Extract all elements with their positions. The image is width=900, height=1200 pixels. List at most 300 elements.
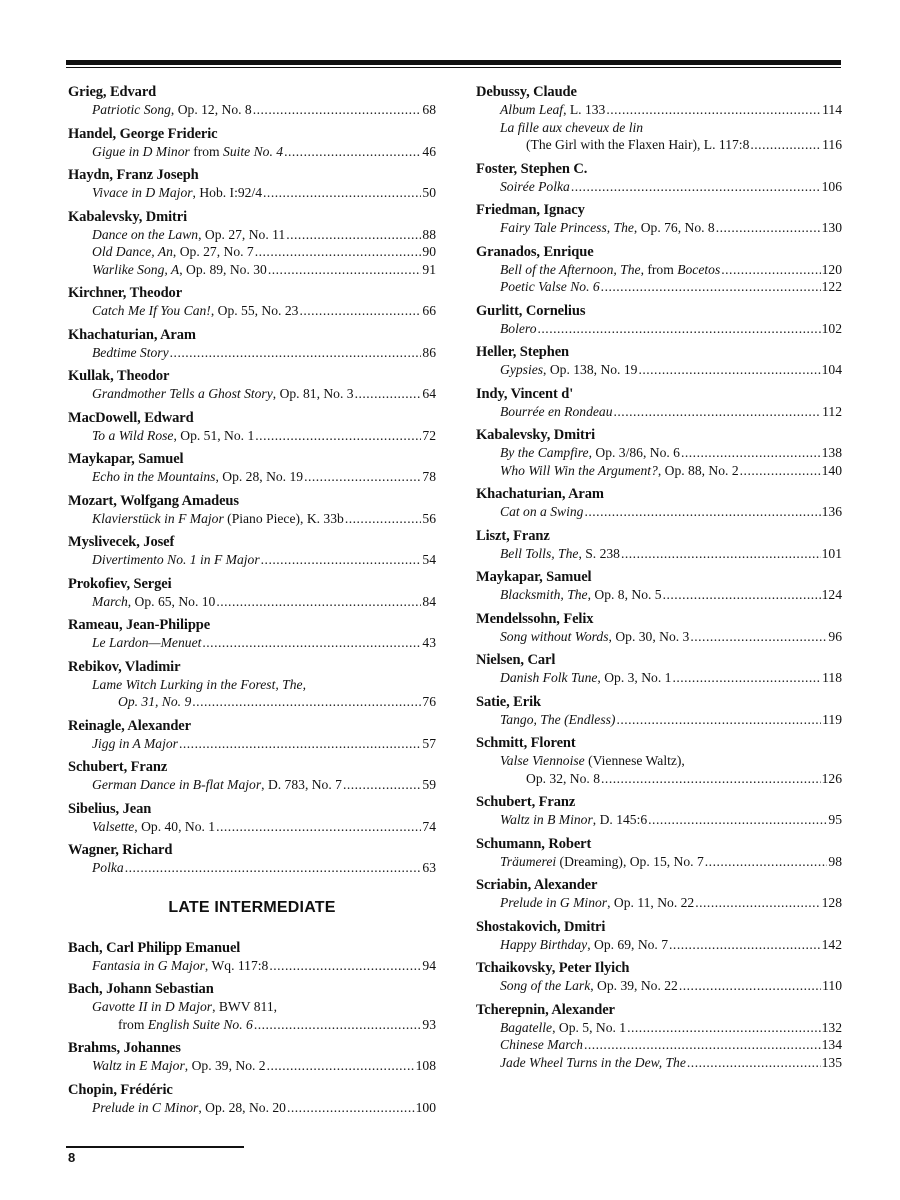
work-title: Träumerei: [500, 853, 557, 869]
page-ref: 88: [422, 226, 436, 242]
composer-name: Kabalevsky, Dmitri: [476, 427, 596, 443]
work-text: [500, 853, 704, 871]
work-title: Warlike Song, A: [92, 261, 180, 277]
work-title: Vivace in D Major: [92, 185, 193, 200]
work-title: Danish Folk Tune: [500, 670, 598, 685]
dot-leader: [638, 361, 820, 379]
work-text: [92, 776, 342, 794]
work-entry: [68, 676, 436, 694]
work-entry: [476, 320, 842, 338]
composer-name: Khachaturian, Aram: [476, 486, 604, 502]
page-ref: 91: [422, 261, 436, 277]
page-ref: 68: [422, 102, 436, 117]
composer-entry: [68, 841, 436, 877]
work-entry: [68, 226, 436, 244]
work-text: [500, 711, 615, 729]
composer-entry: [68, 166, 436, 202]
work-detail: , Hob. I:92/4: [192, 185, 263, 200]
work-entry-continued: [68, 1016, 436, 1034]
dot-leader: [170, 344, 422, 362]
left-composer-list: [68, 83, 436, 877]
section-heading: LATE INTERMEDIATE: [168, 898, 336, 916]
dot-leader: [740, 462, 821, 480]
work-text: [500, 1019, 626, 1037]
dot-leader: [287, 1099, 415, 1117]
work-detail: , Op. 65, No. 10: [127, 593, 216, 609]
left-column: [68, 83, 436, 1122]
work-title: German Dance in B-flat Major: [92, 777, 262, 792]
work-title: March: [92, 593, 128, 609]
work-entry: [68, 859, 436, 877]
work-detail: (Viennese Waltz),: [584, 753, 685, 768]
page-ref: 114: [822, 102, 842, 117]
work-entry: [476, 278, 842, 296]
composer-name: Kullak, Theodor: [68, 368, 170, 384]
dot-leader: [705, 853, 828, 871]
work-title: Old Dance, An: [92, 244, 173, 259]
composer-name: Debussy, Claude: [476, 84, 577, 100]
composer-name: Kirchner, Theodor: [68, 285, 183, 301]
page-ref: 130: [821, 220, 842, 235]
work-detail: , L. 133: [563, 102, 606, 117]
work-detail: , Op. 39, No. 2: [184, 1058, 266, 1073]
composer-entry: [68, 1081, 436, 1117]
composer-entry: [68, 939, 436, 975]
work-detail: , Op. 27, No. 7: [172, 244, 254, 259]
dot-leader: [681, 444, 821, 462]
dot-leader: [269, 957, 421, 975]
page-ref: 74: [422, 818, 436, 834]
composer-name: Bach, Carl Philipp Emanuel: [68, 939, 241, 956]
composer-name: Maykapar, Samuel: [476, 569, 592, 585]
work-text: [92, 1099, 286, 1117]
dot-leader: [679, 977, 821, 995]
work-text: [92, 510, 344, 528]
page-ref: 63: [422, 860, 436, 875]
work-text: [500, 320, 537, 338]
work-entry: [476, 586, 842, 604]
composer-entry: [476, 385, 842, 421]
page-ref: 132: [821, 1019, 842, 1035]
work-text: [92, 735, 178, 753]
work-detail: , BWV 811,: [212, 999, 278, 1014]
bottom-rule: [66, 1146, 244, 1148]
page-ref: 98: [828, 853, 842, 869]
work-continued-text: [118, 1016, 253, 1034]
work-entry: [68, 261, 436, 279]
work-entry: [68, 551, 436, 569]
work-title: Song of the Lark: [500, 978, 591, 993]
work-entry: [476, 503, 842, 521]
page-ref: 46: [422, 143, 436, 159]
work-text: [92, 385, 354, 403]
composer-entry: [476, 651, 842, 687]
composer-entry: [68, 409, 436, 445]
dot-leader: [179, 735, 421, 753]
dot-leader: [669, 936, 821, 954]
dot-leader: [253, 101, 422, 119]
composer-entry: [68, 533, 436, 569]
page-ref: 72: [422, 427, 436, 443]
dot-leader: [216, 818, 421, 836]
page-ref: 106: [821, 178, 842, 194]
dot-leader: [261, 551, 422, 569]
work-title: Gigue in D Minor: [92, 143, 190, 159]
work-text: [92, 859, 124, 877]
work-title: Happy Birthday: [500, 936, 588, 952]
work-text: [92, 243, 254, 261]
work-title: La fille aux cheveux de lin: [500, 119, 644, 135]
composer-entry: [68, 492, 436, 528]
work-title: Soirée Polka: [500, 178, 570, 194]
right-composer-list: [476, 83, 842, 1071]
composer-entry: [68, 83, 436, 119]
work-entry: [476, 752, 842, 770]
work-title: Bolero: [500, 320, 537, 336]
dot-leader: [202, 634, 421, 652]
work-detail: , Op. 3/86, No. 6: [588, 445, 680, 460]
work-cont-detail: (The Girl with the Flaxen Hair), L. 117:8: [526, 137, 750, 152]
work-entry: [68, 302, 436, 320]
work-text: [500, 261, 720, 279]
page-ref: 57: [422, 735, 436, 751]
composer-name: Schubert, Franz: [68, 759, 168, 775]
composer-entry: [68, 125, 436, 161]
composer-entry: [68, 208, 436, 279]
work-entry: [476, 811, 842, 829]
composer-entry: [68, 616, 436, 652]
work-text: [92, 551, 260, 569]
page-ref: 126: [821, 770, 842, 786]
work-title-2: Suite No. 4: [223, 143, 284, 159]
work-detail: , Op. 89, No. 30: [179, 261, 267, 277]
work-title: Jade Wheel Turns in the Dew, The: [500, 1054, 686, 1070]
composer-name: Myslivecek, Josef: [68, 534, 175, 550]
work-entry: [68, 101, 436, 119]
composer-entry: [68, 658, 436, 711]
work-title: Valse Viennoise: [500, 753, 585, 768]
dot-leader: [606, 101, 821, 119]
work-detail: , Op. 28, No. 19: [215, 469, 304, 484]
work-title: By the Campfire: [500, 445, 589, 460]
dot-leader: [672, 669, 821, 687]
top-rule: [66, 60, 841, 65]
work-title: Divertimento No. 1 in F Major: [92, 552, 260, 567]
work-entry-continued: [68, 693, 436, 711]
work-detail: , S. 238: [578, 545, 620, 561]
dot-leader: [284, 143, 421, 161]
page-ref: 93: [422, 1016, 436, 1032]
page-ref: 116: [822, 137, 842, 152]
work-continued-text: [526, 136, 749, 154]
composer-entry: [476, 83, 842, 154]
work-text: [92, 261, 267, 279]
composer-name: Tchaikovsky, Peter Ilyich: [476, 960, 630, 976]
work-title-2: Bocetos: [677, 261, 721, 277]
work-title: Lame Witch Lurking in the Forest, The,: [92, 676, 306, 692]
composer-name: Schumann, Robert: [476, 835, 592, 852]
work-text: [500, 545, 620, 563]
work-entry: [68, 344, 436, 362]
composer-name: Mozart, Wolfgang Amadeus: [68, 492, 239, 509]
composer-entry: [476, 243, 842, 296]
work-text: [500, 403, 613, 421]
page-ref: 110: [822, 978, 842, 993]
composer-name: Nielsen, Carl: [476, 652, 556, 668]
work-cont-title: Op. 31, No. 9: [118, 694, 192, 709]
work-title: Polka: [92, 860, 124, 875]
work-entry: [68, 427, 436, 445]
work-detail: from: [189, 143, 224, 159]
work-detail: (Dreaming), Op. 15, No. 7: [556, 853, 704, 869]
composer-name: Maykapar, Samuel: [68, 451, 184, 467]
work-detail: , Op. 3, No. 1: [597, 670, 672, 685]
dot-leader: [750, 136, 821, 154]
work-detail: , Op. 8, No. 5: [587, 587, 662, 602]
composer-name: Tcherepnin, Alexander: [476, 1001, 615, 1018]
work-text: [92, 1057, 266, 1075]
composer-entry: [476, 201, 842, 237]
page-ref: 102: [821, 320, 842, 336]
work-title: Grandmother Tells a Ghost Story: [92, 386, 273, 401]
composer-entry: [68, 326, 436, 362]
dot-leader: [125, 859, 422, 877]
composer-entry: [476, 918, 842, 954]
dot-leader: [268, 261, 422, 279]
composer-entry: [476, 568, 842, 604]
work-title: Echo in the Mountains: [92, 469, 216, 484]
page-ref: 122: [821, 279, 842, 294]
page-ref: 140: [821, 462, 842, 478]
dot-leader: [601, 278, 821, 296]
page-ref: 128: [821, 895, 842, 910]
dot-leader: [721, 261, 820, 279]
work-title: Valsette: [92, 818, 135, 834]
work-entry: [68, 243, 436, 261]
work-title: Prelude in G Minor: [500, 895, 608, 910]
work-detail: , Op. 39, No. 22: [590, 978, 678, 993]
page-ref: 95: [828, 812, 842, 827]
work-detail: , Op. 5, No. 1: [552, 1019, 627, 1035]
work-entry: [476, 628, 842, 646]
work-entry: [476, 936, 842, 954]
work-title: Bagatelle: [500, 1019, 553, 1035]
work-continued-text: [118, 693, 191, 711]
dot-leader: [621, 545, 821, 563]
page-ref: 84: [422, 593, 436, 609]
work-text: [92, 226, 285, 244]
work-title: Waltz in B Minor: [500, 812, 593, 827]
composer-name: Schubert, Franz: [476, 794, 576, 810]
work-entry: [476, 219, 842, 237]
dot-leader: [304, 468, 421, 486]
composer-entry: [68, 980, 436, 1033]
work-title: Le Lardon—Menuet: [92, 635, 202, 650]
work-title: Bell of the Afternoon, The: [500, 261, 641, 277]
work-text: [500, 977, 678, 995]
composer-entry: [476, 959, 842, 995]
work-text: [500, 101, 605, 119]
composer-entry: [68, 367, 436, 403]
page-ref: 135: [821, 1054, 842, 1070]
work-detail: , Wq. 117:8: [204, 957, 269, 973]
page-ref: 43: [422, 635, 436, 650]
composer-name: MacDowell, Edward: [68, 409, 194, 426]
composer-name: Sibelius, Jean: [68, 800, 152, 817]
work-text: [92, 344, 169, 362]
work-text: [92, 427, 254, 445]
composer-entry: [476, 793, 842, 829]
composer-name: Handel, George Frideric: [68, 125, 218, 142]
work-text: [500, 1036, 583, 1054]
work-title: Who Will Win the Argument?: [500, 462, 658, 478]
work-title: Waltz in E Major: [92, 1058, 185, 1073]
composer-name: Indy, Vincent d': [476, 385, 574, 402]
work-title: Tango, The (Endless): [500, 711, 616, 727]
page-ref: 50: [422, 185, 436, 200]
page-ref: 138: [821, 445, 842, 460]
composer-entry: [68, 758, 436, 794]
page-ref: 101: [821, 545, 842, 561]
page-ref: 56: [422, 510, 436, 526]
composer-name: Khachaturian, Aram: [68, 326, 196, 343]
page-ref: 120: [821, 261, 842, 277]
work-title: Bell Tolls, The: [500, 545, 579, 561]
work-detail: , D. 145:6: [592, 812, 648, 827]
dot-leader: [345, 510, 422, 528]
work-text: [92, 184, 262, 202]
page-ref: 112: [822, 403, 842, 419]
dot-leader: [584, 1036, 821, 1054]
work-text: [500, 462, 739, 480]
work-title: Jigg in A Major: [92, 735, 178, 751]
work-detail: , Op. 27, No. 11: [198, 226, 286, 242]
page-ref: 124: [821, 587, 842, 602]
page-ref: 66: [422, 303, 436, 318]
work-text: [92, 143, 283, 161]
work-entry: [476, 977, 842, 995]
work-detail: , D. 783, No. 7: [261, 777, 342, 792]
work-detail: , Op. 11, No. 22: [607, 895, 695, 910]
work-entry: [476, 669, 842, 687]
page-ref: 119: [822, 711, 842, 727]
work-text: [92, 634, 201, 652]
composer-name: Schmitt, Florent: [476, 735, 576, 751]
work-title: Gypsies: [500, 362, 544, 377]
composer-name: Rebikov, Vladimir: [68, 658, 181, 675]
composer-entry: [476, 693, 842, 729]
dot-leader: [538, 320, 821, 338]
work-text: [500, 586, 662, 604]
right-column: [476, 83, 842, 1077]
work-title: Dance on the Lawn: [92, 226, 199, 242]
work-text: [92, 302, 298, 320]
composer-name: Chopin, Frédéric: [68, 1081, 173, 1098]
work-entry: [68, 735, 436, 753]
composer-entry: [476, 426, 842, 479]
work-text: [500, 669, 671, 687]
work-detail: (Piano Piece), K. 33b: [223, 510, 344, 526]
page-ref: 136: [821, 504, 842, 519]
work-entry: [68, 510, 436, 528]
page-ref: 96: [828, 628, 842, 644]
dot-leader: [601, 770, 821, 788]
work-text: [500, 219, 715, 237]
composer-name: Wagner, Richard: [68, 842, 173, 858]
dot-leader: [571, 178, 821, 196]
work-title: Fairy Tale Princess, The: [500, 220, 634, 235]
work-text: [500, 894, 694, 912]
dot-leader: [663, 586, 821, 604]
page-ref: 86: [422, 344, 436, 360]
work-detail: , Op. 28, No. 20: [198, 1099, 286, 1115]
work-entry: [68, 468, 436, 486]
work-detail: , Op. 76, No. 8: [633, 220, 715, 235]
composer-entry: [476, 734, 842, 787]
work-continued-text: [526, 770, 600, 788]
page-ref: 118: [822, 670, 842, 685]
work-entry: [68, 818, 436, 836]
work-entry: [476, 261, 842, 279]
composer-name: Satie, Erik: [476, 693, 541, 710]
composer-entry: [68, 575, 436, 611]
work-title: To a Wild Rose: [92, 427, 174, 443]
dot-leader: [192, 693, 421, 711]
composer-name: Prokofiev, Sergei: [68, 575, 172, 592]
page-ref: 59: [422, 777, 436, 792]
work-title: Poetic Valse No. 6: [500, 279, 600, 294]
work-title: Klavierstück in F Major: [92, 510, 224, 526]
composer-entry: [68, 717, 436, 753]
composer-name: Friedman, Ignacy: [476, 202, 585, 218]
work-detail: , Op. 138, No. 19: [543, 362, 638, 377]
composer-name: Grieg, Edvard: [68, 84, 157, 100]
work-text: [500, 1054, 686, 1072]
dot-leader: [648, 811, 827, 829]
work-entry: [476, 462, 842, 480]
work-entry: [68, 634, 436, 652]
work-title: Prelude in C Minor: [92, 1099, 199, 1115]
work-detail: , Op. 88, No. 2: [657, 462, 739, 478]
composer-name: Reinagle, Alexander: [68, 717, 191, 734]
work-entry: [68, 143, 436, 161]
composer-entry: [476, 527, 842, 563]
work-entry: [476, 853, 842, 871]
work-cont-detail: Op. 32, No. 8: [526, 770, 601, 786]
work-detail: , Op. 55, No. 23: [210, 303, 299, 318]
dot-leader: [343, 776, 421, 794]
dot-leader: [267, 1057, 415, 1075]
work-text: [92, 468, 303, 486]
page-ref: 142: [821, 936, 842, 952]
composer-entry: [476, 1001, 842, 1072]
work-detail: , Op. 69, No. 7: [587, 936, 669, 952]
page-ref: 134: [821, 1037, 842, 1052]
work-title: Patriotic Song: [92, 102, 171, 117]
work-text: [500, 278, 600, 296]
work-text: [92, 818, 215, 836]
work-text: [92, 957, 268, 975]
composer-entry: [476, 876, 842, 912]
dot-leader: [255, 243, 422, 261]
dot-leader: [355, 385, 422, 403]
work-text: [92, 101, 252, 119]
work-title: Song without Words: [500, 628, 609, 644]
composer-name: Brahms, Johannes: [68, 1040, 181, 1056]
composer-entry: [476, 835, 842, 871]
composer-entry: [68, 1039, 436, 1075]
composer-name: Kabalevsky, Dmitri: [68, 208, 188, 225]
